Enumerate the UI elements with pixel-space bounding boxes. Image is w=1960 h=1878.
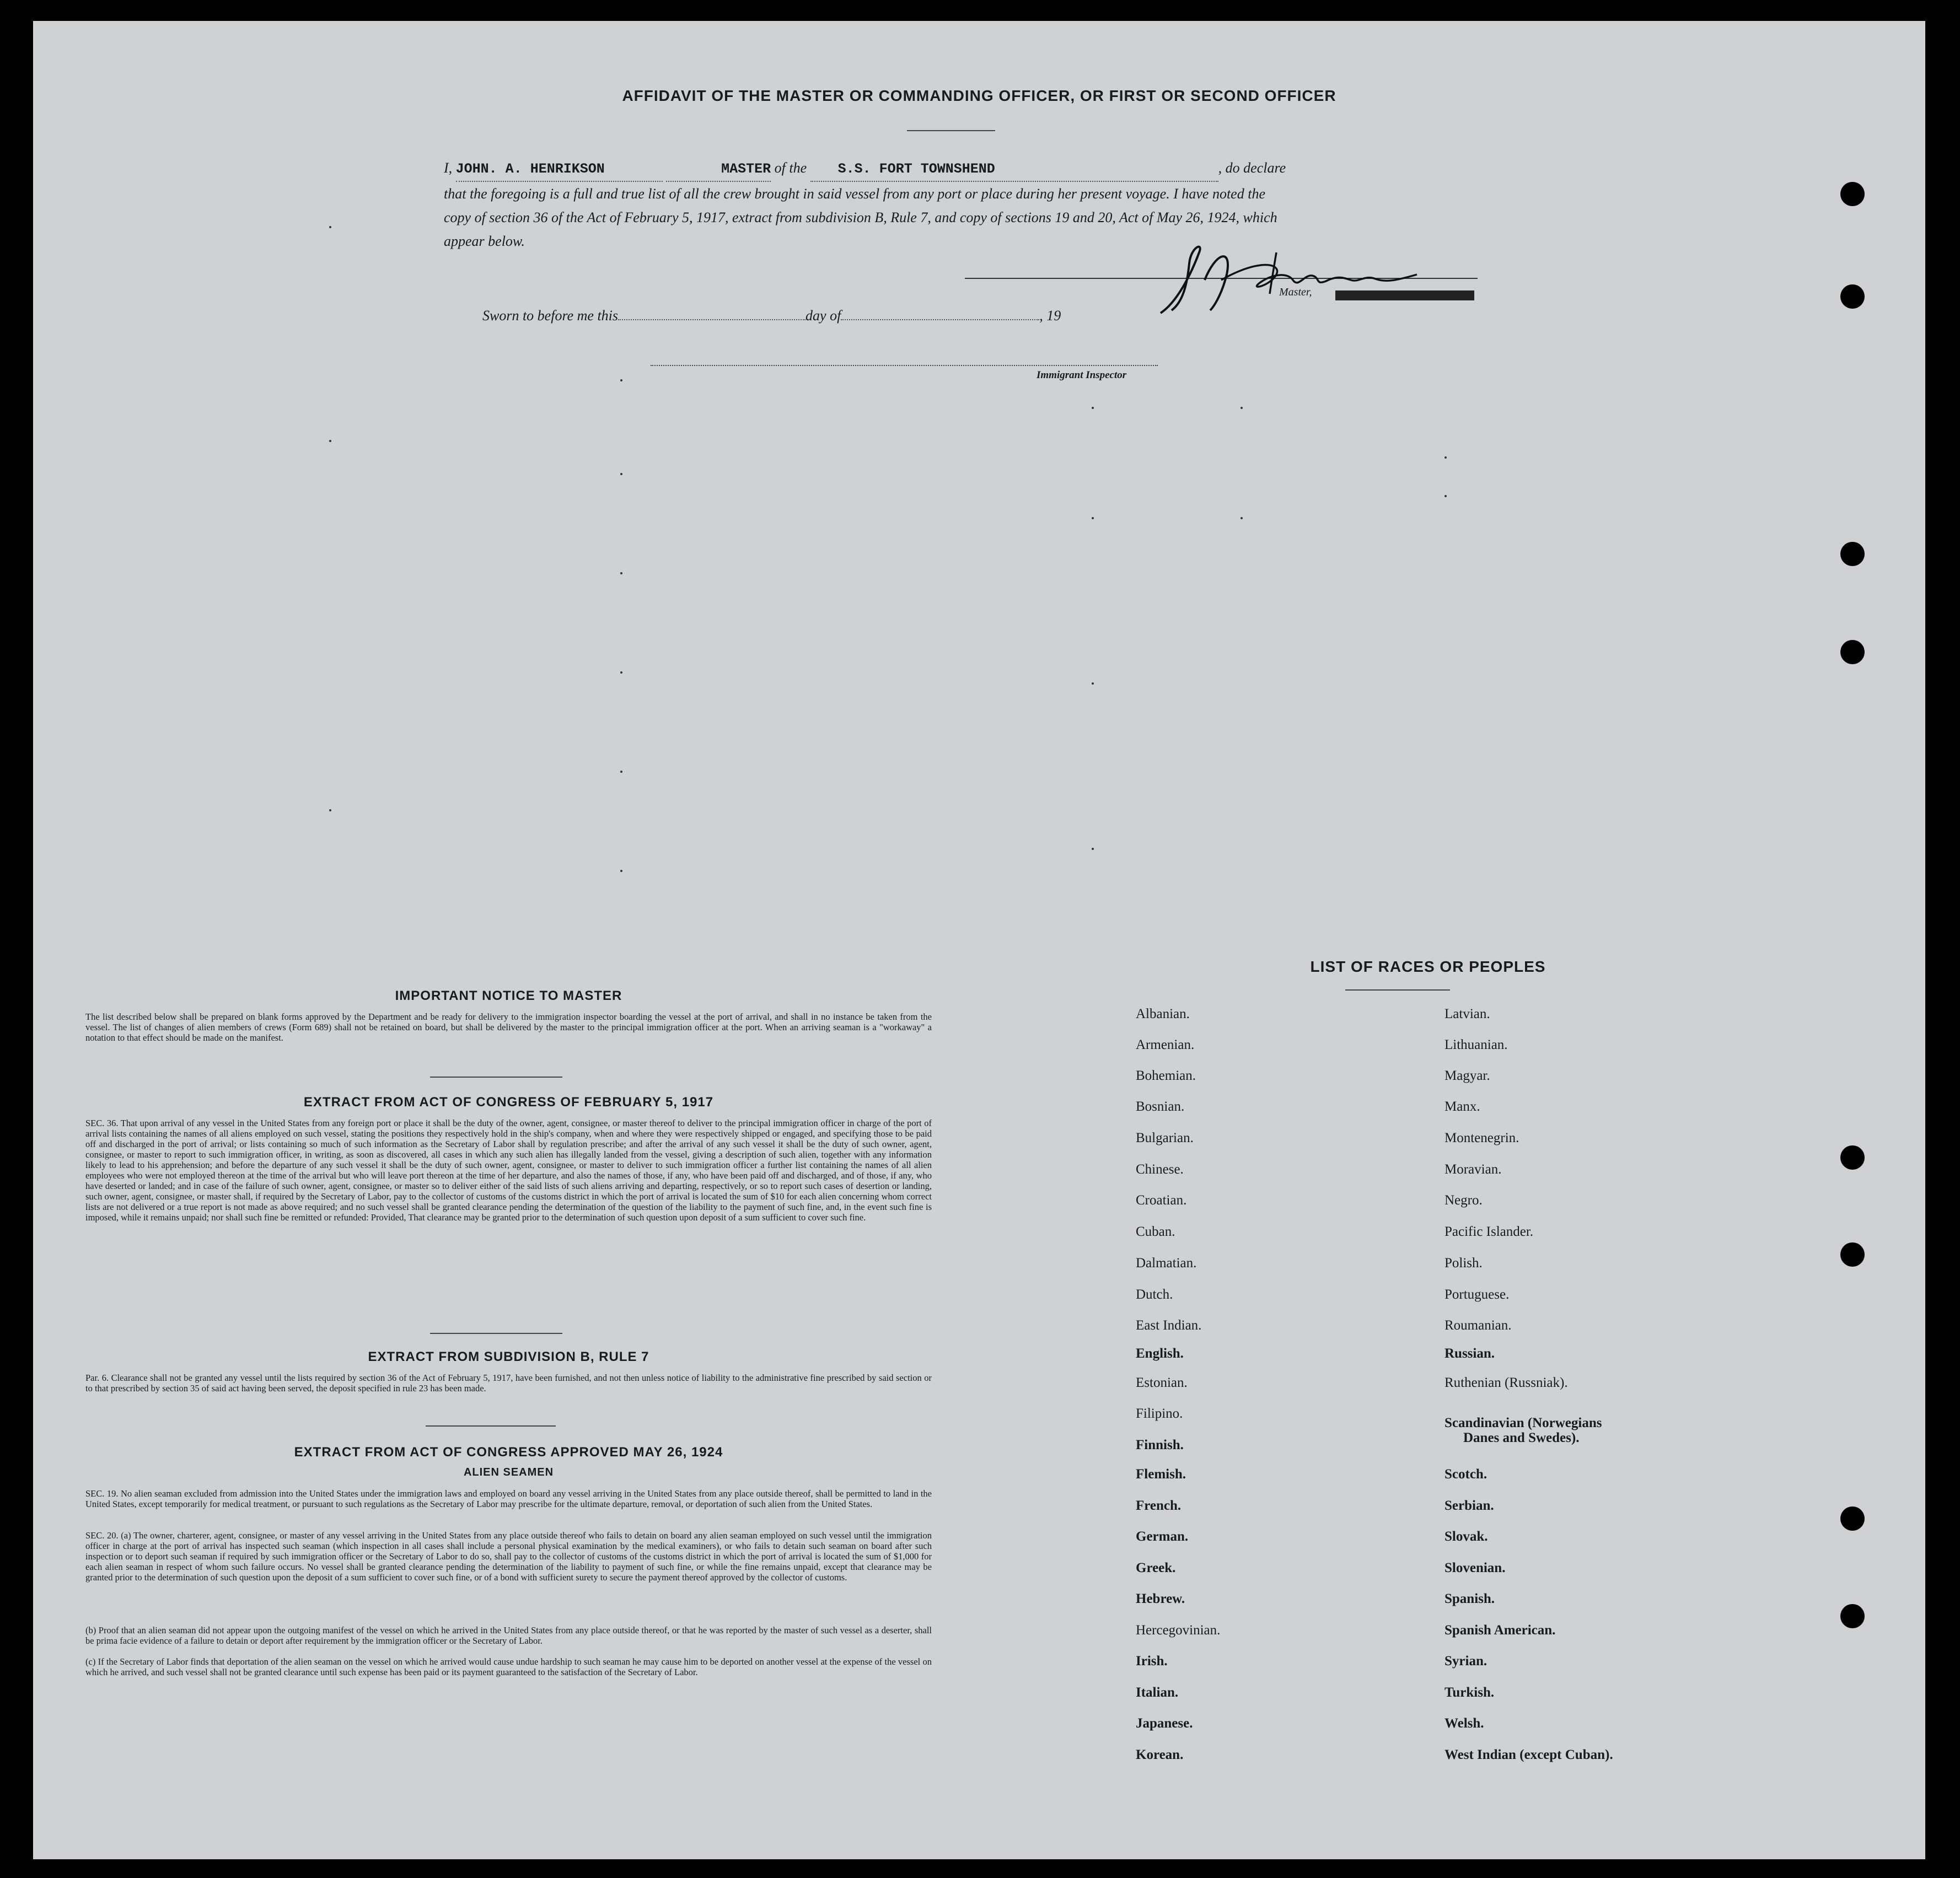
race-item: Slovenian. [1445,1560,1506,1575]
sworn-line [482,308,1061,324]
scan-speck [1241,517,1243,519]
rank-field [666,156,771,182]
race-item: Bosnian. [1136,1099,1185,1114]
race-item: Moravian. [1445,1162,1502,1177]
extract-1917-body: SEC. 36. That upon arrival of any vessel in the United States from any foreign port or place it shall be the duty of the owner, agent, consignee, or master thereof to deliver to the principal immigration officer in charge of the port of arrival lists containing the names of all aliens employed on such vessel, stating the positions they respectively hold in the ship's company, when and where they were respectively shipped or engaged, and specifying those to be paid off and discharged in the port of arrival; or lists containing so much of such information as the Secretary of Labor shall by regulation prescribe; and after the arrival of any such vessel it shall be the duty of such owner, agent, consignee, or master to report to such immigration officer, in writing, as soon as discovered, all cases in which any such alien has illegally landed from the vessel, giving a description of such alien, together with any information likely to lead to his apprehension; and before the departure of any such vessel it shall be the duty of such owner, agent, consignee, or master to deliver to such immigration officer a further list containing the names of all alien employees who were not employed thereon at the time of the arrival but who will leave port thereon at the time of her departure, and also the names of those, if any, who have been paid off and discharged, and of those, if any, who have deserted or landed; and in case of the failure of such owner, agent, consignee, or master so to deliver either of the said lists of such aliens arriving and departing, respectively, or so to report such cases of desertion or landing, such owner, agent, consignee, or master shall, if required by the Secretary of Labor, pay to the collector of customs of the customs district in which the port of arrival is located the sum of $10 for each alien concerning whom correct lists are not delivered or a true report is not made as above required; and no such vessel shall be granted clearance pending the determination of the question of the liability to the payment of such fine, and, in the event such fine is imposed, while it remains unpaid; nor shall such fine be remitted or refunded: Provided, That clearance may be granted prior to the determination of such question upon deposit of a sum sufficient to cover such fine. [85,1118,932,1223]
race-item: Serbian. [1445,1498,1494,1513]
extract-1924-sec-19: SEC. 19. No alien seaman excluded from admission into the United States under the immigration laws and employed on board any vessel arriving in the United States from any place outside thereof, shall be permitted to land in the United States, except temporarily for medical treatment, or pursuant to such regulations as the Secretary of Labor may prescribe for the ultimate departure, removal, or deportation of such alien from the United States. [85,1488,932,1509]
race-item: Greek. [1136,1560,1176,1575]
scan-speck [329,809,331,811]
race-item: Negro. [1445,1193,1483,1208]
race-item: German. [1136,1529,1189,1544]
inspector-label: Immigrant Inspector [1037,369,1127,381]
race-item: Danes and Swedes). [1463,1430,1580,1445]
race-item: Bohemian. [1136,1068,1196,1083]
scan-speck [329,226,331,228]
declaration-line-2: that the foregoing is a full and true list of all the crew brought in said vessel from any port or place during her present voyage. I have noted the [444,186,1265,202]
race-item: Italian. [1136,1685,1179,1700]
race-item: Chinese. [1136,1162,1184,1177]
scan-speck [620,572,622,574]
races-heading: LIST OF RACES OR PEOPLES [1310,958,1546,975]
race-item: Dalmatian. [1136,1256,1197,1271]
binder-hole [1840,1604,1865,1628]
name-field [456,156,663,182]
extract-1924-heading: EXTRACT FROM ACT OF CONGRESS APPROVED MAY 26, 1924 [294,1445,723,1460]
inspector-signature-line [651,365,1158,367]
race-item: Manx. [1445,1099,1480,1114]
scan-speck [1445,495,1447,497]
declaration-line-3: copy of section 36 of the Act of February 5, 1917, extract from subdivision B, Rule 7, and copy of sections 19 and 20, Act of May 26, 1924, which [444,209,1277,225]
race-item: Filipino. [1136,1406,1183,1421]
race-item: Croatian. [1136,1193,1187,1208]
declaration-line-1 [444,156,1508,182]
race-item: Irish. [1136,1654,1168,1669]
scan-speck [1092,848,1094,850]
extract-1924-sec-20a: SEC. 20. (a) The owner, charterer, agent, consignee, or master of any vessel arriving in the United States from any place outside thereof who fails to detain on board any alien seaman employed on such vessel until the immigration officer in charge at the port of arrival has inspected such seaman (which inspection in all cases shall include a personal physical examination by the medical examiners), or who fails to detain such seaman on board after such inspection or to deport such seaman if required by such immigration officer or the Secretary of Labor to do so, shall pay to the collector of customs of the customs district in which the port of arrival is located the sum of $1,000 for each alien seaman in respect of whom such failure occurs. No vessel shall be granted clearance pending the determination of the liability to payment of such fine, or while the fine remains unpaid, except that clearance may be granted prior to the determination of such question upon the deposit of a sum sufficient to cover such fine, or of a bond with sufficient surety to secure the payment thereof approved by the collector of customs. [85,1530,932,1583]
race-item: Cuban. [1136,1224,1175,1239]
race-item: Albanian. [1136,1007,1190,1021]
master-name: JOHN. A. HENRIKSON [455,161,605,177]
scan-speck [329,440,331,442]
race-item: Dutch. [1136,1287,1173,1302]
race-item: Finnish. [1136,1438,1184,1452]
declaration-paragraph [444,156,1508,253]
master-signature [1139,241,1425,321]
race-item: Pacific Islander. [1445,1224,1534,1239]
notice-heading: IMPORTANT NOTICE TO MASTER [395,988,622,1003]
of-the-text: of the [774,160,807,176]
extract-1917-heading: EXTRACT FROM ACT OF CONGRESS OF FEBRUARY 5, 1917 [303,1095,714,1110]
race-item: Magyar. [1445,1068,1490,1083]
declaration-line-4: appear below. [444,233,525,249]
binder-hole [1840,182,1865,206]
race-item: Polish. [1445,1256,1483,1271]
race-item: Lithuanian. [1445,1037,1508,1052]
race-item: Scandinavian (Norwegians [1445,1416,1602,1430]
extract-1924-sec-20c: (c) If the Secretary of Labor finds that deportation of the alien seaman on the vessel on which he arrived would cause undue hardship to such seaman he may cause him to be deported on another vessel at the expense of the vessel on which he arrived, and such vessel shall not be granted clearance until such expense has been paid or its payment guaranteed to the satisfaction of the Secretary of Labor. [85,1656,932,1677]
day-of-text: day of [806,308,841,324]
race-item: Russian. [1445,1346,1495,1361]
race-item: Latvian. [1445,1007,1490,1021]
binder-hole [1840,284,1865,309]
race-item: French. [1136,1498,1182,1513]
scan-speck [620,771,622,773]
scan-speck [620,473,622,475]
rule-7-body: Par. 6. Clearance shall not be granted any vessel until the lists required by section 36 of the Act of February 5, 1917, have been furnished, and not then unless notice of liability to the administrative fine prescribed by said section or to that prescribed by section 35 of said act having been served, the deposit specified in rule 23 has been made. [85,1373,932,1393]
scan-speck [620,671,622,674]
sworn-text: Sworn to before me this [482,308,619,324]
scan-speck [1445,456,1447,459]
scan-speck [1092,517,1094,519]
binder-hole [1840,542,1865,566]
race-item: Spanish. [1445,1591,1495,1606]
race-item: Scotch. [1445,1467,1488,1482]
sworn-day-field [618,308,806,320]
divider-3 [426,1425,556,1427]
race-item: Armenian. [1136,1037,1195,1052]
scan-speck [620,870,622,872]
race-item: Japanese. [1136,1716,1193,1731]
scan-speck [1092,682,1094,685]
race-item: Welsh. [1445,1716,1484,1731]
race-item: Slovak. [1445,1529,1488,1544]
scan-speck [1092,407,1094,409]
scan-speck [1241,407,1243,409]
document-page [33,21,1925,1859]
vessel-field [810,156,1218,182]
scan-speck [620,379,622,381]
race-item: Montenegrin. [1445,1131,1519,1145]
race-item: English. [1136,1346,1184,1361]
binder-hole [1840,1506,1865,1531]
title-divider [907,130,995,131]
race-item: Spanish American. [1445,1623,1556,1638]
page-title: AFFIDAVIT OF THE MASTER OR COMMANDING OFFICER, OR FIRST OR SECOND OFFICER [622,87,1336,104]
race-item: East Indian. [1136,1318,1202,1333]
sworn-month-field [841,308,1039,320]
race-item: Ruthenian (Russniak). [1445,1375,1568,1390]
race-item: Flemish. [1136,1467,1186,1482]
rank-value: MASTER [721,161,771,177]
extract-1924-sec-20b: (b) Proof that an alien seaman did not appear upon the outgoing manifest of the vessel on which he arrived in the United States from any place outside thereof, or that he was reported by the master of such vessel as a deserter, shall be prima facie evidence of a failure to detain or deport after requirement by the immigration officer or the Secretary of Labor. [85,1625,932,1646]
year-text: , 19 [1039,308,1061,324]
do-declare-text: , do declare [1218,160,1286,176]
rule-7-heading: EXTRACT FROM SUBDIVISION B, RULE 7 [368,1349,649,1364]
race-item: Hebrew. [1136,1591,1185,1606]
binder-hole [1840,1242,1865,1267]
race-item: Hercegovinian. [1136,1623,1221,1638]
divider-2 [430,1333,562,1334]
vessel-name: S.S. FORT TOWNSHEND [837,161,995,177]
races-divider [1345,989,1450,991]
race-item: Turkish. [1445,1685,1495,1700]
master-label: Master, [1279,286,1312,298]
divider-1 [430,1077,562,1078]
race-item: Portuguese. [1445,1287,1510,1302]
alien-seamen-subheading: ALIEN SEAMEN [463,1466,554,1478]
notice-body: The list described below shall be prepared on blank forms approved by the Department and be ready for delivery to the immigration inspector boarding the vessel at the port of arrival, and shall in no instance be taken from the vessel. The list of changes of alien members of crews (Form 689) shall not be retained on board, but shall be delivered by the master to the principal immigration officer at the port. When an arriving seaman is a "workaway" a notation to that effect should be made on the manifest. [85,1011,932,1043]
binder-hole [1840,640,1865,664]
declaration-i: I, [444,160,453,176]
struck-out-text [1335,290,1474,300]
race-item: Bulgarian. [1136,1131,1194,1145]
race-item: West Indian (except Cuban). [1445,1747,1613,1762]
binder-hole [1840,1145,1865,1170]
race-item: Korean. [1136,1747,1184,1762]
race-item: Syrian. [1445,1654,1488,1669]
race-item: Estonian. [1136,1375,1188,1390]
race-item: Roumanian. [1445,1318,1512,1333]
